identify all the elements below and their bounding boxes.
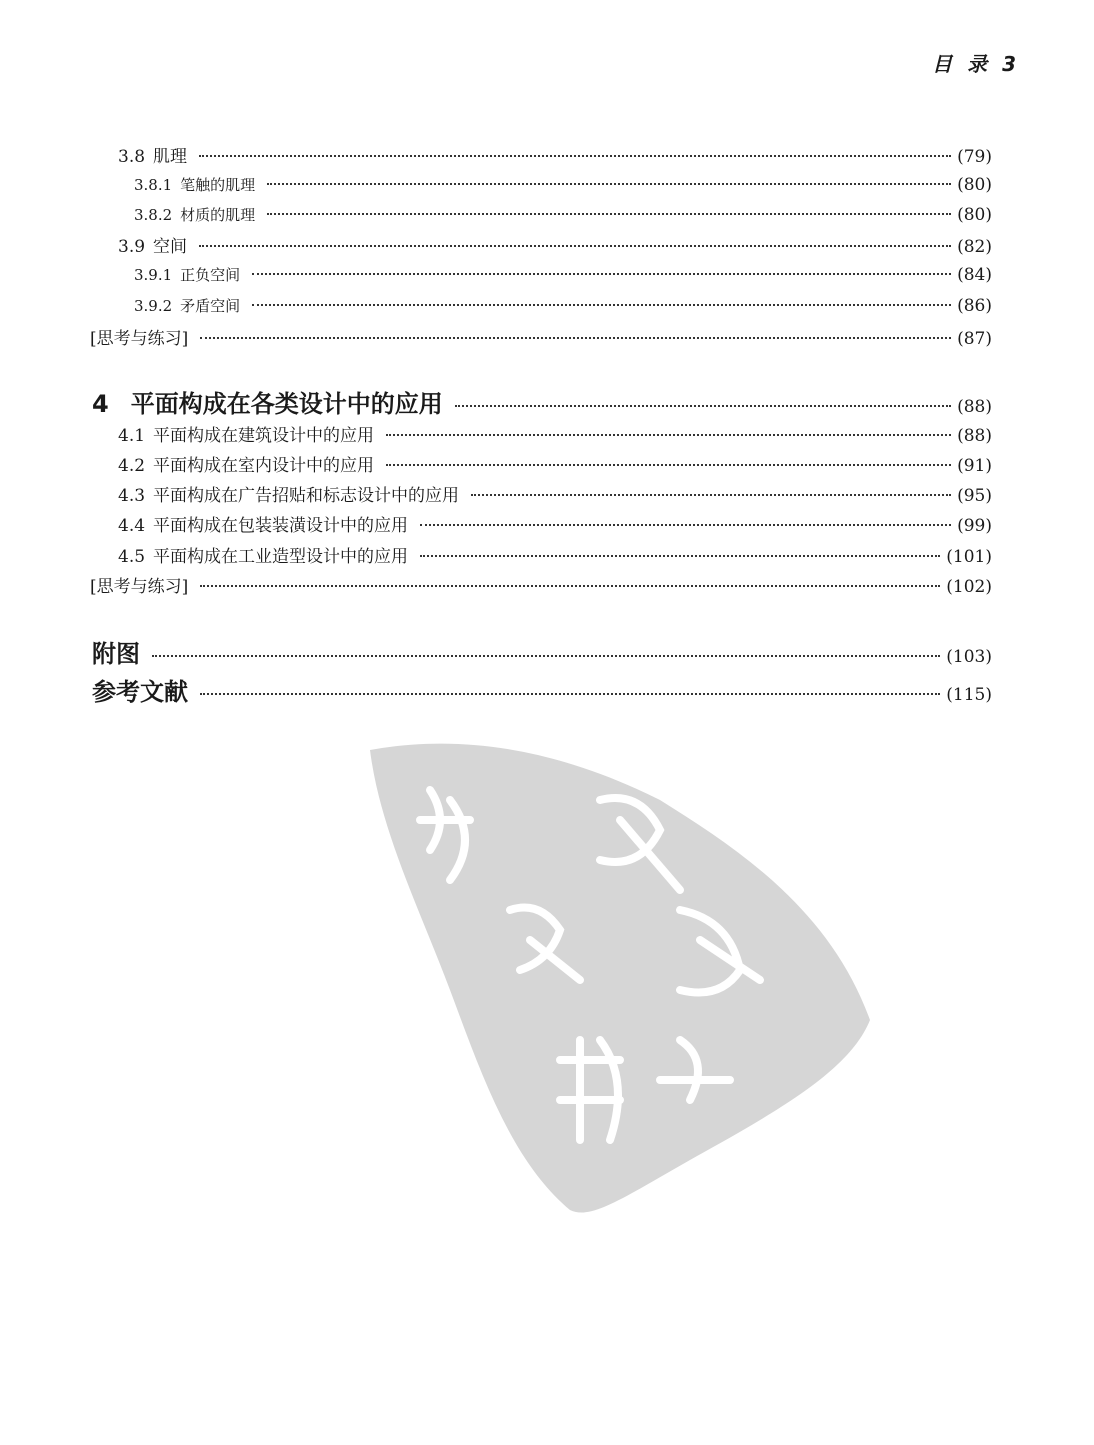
- toc-page: (80): [957, 205, 992, 225]
- toc-number: 4.4: [118, 516, 146, 536]
- toc-number: 3.9: [118, 237, 146, 257]
- toc-page: (79): [957, 147, 992, 167]
- toc-page: (91): [957, 456, 992, 476]
- dot-leader: [455, 405, 951, 407]
- page-header: 目 录 3: [932, 52, 1020, 76]
- toc-title: [思考与练习]: [90, 577, 189, 597]
- toc-page: (82): [957, 237, 992, 257]
- dot-leader: [386, 434, 951, 436]
- toc-number: 4.1: [118, 426, 146, 446]
- toc-title: 平面构成在广告招贴和标志设计中的应用: [153, 486, 460, 506]
- dot-leader: [267, 213, 951, 215]
- toc-number: 3.9.2: [134, 297, 173, 315]
- toc-entry-4-1[interactable]: [118, 421, 992, 446]
- toc-page: (99): [957, 516, 992, 536]
- toc-page: (86): [957, 296, 992, 316]
- dot-leader: [199, 245, 951, 247]
- dot-leader: [386, 464, 951, 466]
- toc-title: 附图: [92, 640, 140, 668]
- dot-leader: [471, 494, 951, 496]
- toc-title: 空间: [153, 237, 188, 257]
- toc-page: (87): [957, 329, 992, 349]
- dot-leader: [200, 693, 940, 695]
- toc-title: 笔触的肌理: [180, 176, 256, 194]
- toc-number: 3.9.1: [134, 266, 173, 284]
- toc-entry-3-9-1[interactable]: [134, 264, 992, 285]
- dot-leader: [252, 273, 951, 275]
- dot-leader: [200, 337, 951, 339]
- toc-number: 3.8: [118, 147, 146, 167]
- toc-number: 3.8.1: [134, 176, 173, 194]
- toc-number: 4.2: [118, 456, 146, 476]
- dot-leader: [267, 183, 951, 185]
- toc-page: (103): [946, 647, 992, 667]
- toc-title: 材质的肌理: [180, 206, 256, 224]
- toc-title: 矛盾空间: [180, 297, 241, 315]
- toc-page: (115): [946, 685, 992, 705]
- toc-references[interactable]: [92, 672, 992, 707]
- toc-title: 平面构成在各类设计中的应用: [130, 390, 443, 418]
- toc-entry-3-8-1[interactable]: [134, 174, 992, 195]
- toc-chapter-4[interactable]: [92, 384, 992, 419]
- toc-entry-3-9-2[interactable]: [134, 295, 992, 316]
- toc-title: 平面构成在包装装潢设计中的应用: [153, 516, 409, 536]
- toc-title: 肌理: [153, 147, 188, 167]
- toc-entry-3-9[interactable]: [118, 232, 992, 257]
- toc-page: (95): [957, 486, 992, 506]
- toc-appendix[interactable]: [92, 634, 992, 669]
- toc-number: 4.3: [118, 486, 146, 506]
- dot-leader: [420, 555, 940, 557]
- dot-leader: [199, 155, 951, 157]
- toc-title: 平面构成在工业造型设计中的应用: [153, 547, 409, 567]
- dot-leader: [152, 655, 940, 657]
- toc-title: 参考文献: [92, 678, 188, 706]
- toc-number: 4.5: [118, 547, 146, 567]
- seal-watermark-icon: [360, 740, 880, 1220]
- toc-number: 4: [92, 390, 109, 418]
- seal-shape: [370, 744, 870, 1213]
- toc-page: (88): [957, 397, 992, 417]
- dot-leader: [420, 524, 951, 526]
- toc-entry-3-8-2[interactable]: [134, 204, 992, 225]
- toc-entry-4-3[interactable]: [118, 481, 992, 506]
- toc-entry-3-8[interactable]: [118, 142, 992, 167]
- toc-entry-4-2[interactable]: [118, 451, 992, 476]
- toc-page: (102): [946, 577, 992, 597]
- toc-title: 平面构成在建筑设计中的应用: [153, 426, 375, 446]
- toc-entry-4-5[interactable]: [118, 542, 992, 567]
- toc-entry-exercises-4[interactable]: [90, 572, 992, 597]
- toc-page: (88): [957, 426, 992, 446]
- toc-title: 平面构成在室内设计中的应用: [153, 456, 375, 476]
- toc-entry-exercises-3[interactable]: [90, 324, 992, 349]
- toc-title: 正负空间: [180, 266, 241, 284]
- toc-number: 3.8.2: [134, 206, 173, 224]
- toc-page: (80): [957, 175, 992, 195]
- dot-leader: [200, 585, 940, 587]
- toc-page: (84): [957, 265, 992, 285]
- toc-title: [思考与练习]: [90, 329, 189, 349]
- toc-page: (101): [946, 547, 992, 567]
- dot-leader: [252, 304, 951, 306]
- toc-entry-4-4[interactable]: [118, 511, 992, 536]
